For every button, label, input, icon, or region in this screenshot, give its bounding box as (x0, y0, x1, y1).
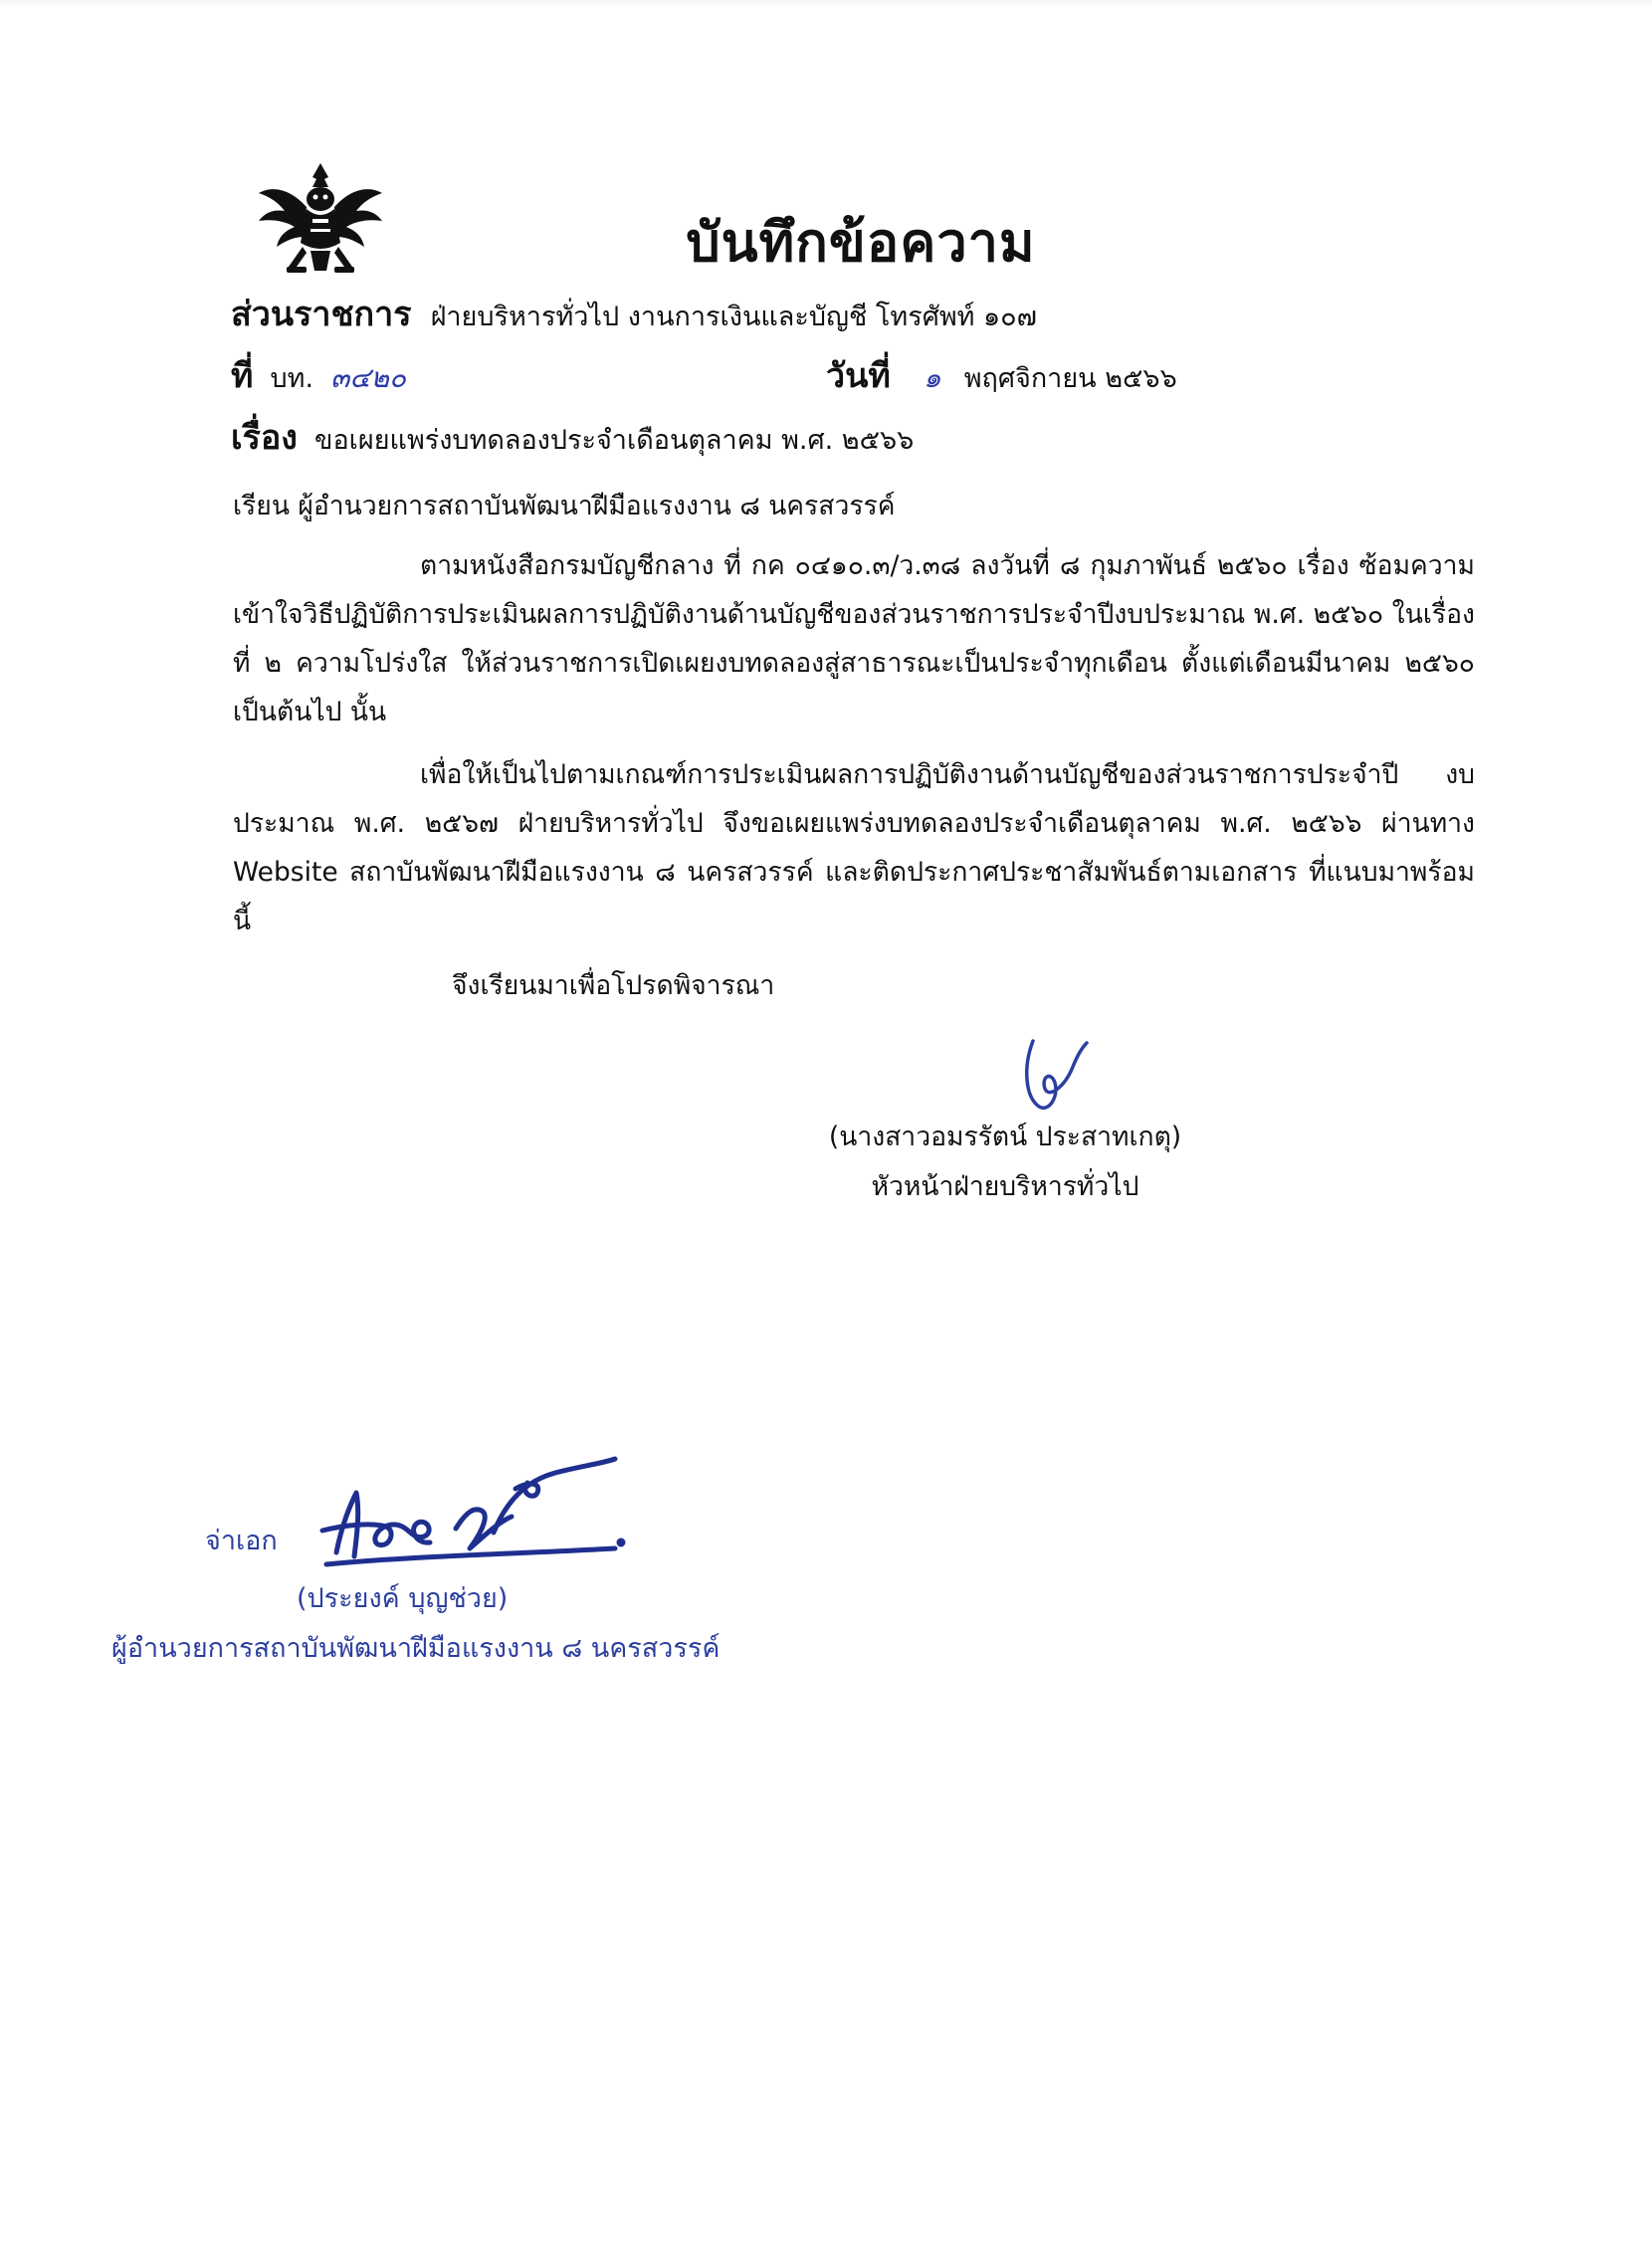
date-label: วันที่ (826, 356, 891, 396)
to-line: เรียน ผู้อำนวยการสถาบันพัฒนาฝีมือแรงงาน ๘ นครสวรรค์ (233, 491, 896, 521)
subject-value: ขอเผยแพร่งบทดลองประจำเดือนตุลาคม พ.ศ. ๒๕๖๖ (314, 425, 915, 456)
ref-label: ที่ (231, 356, 254, 396)
signer-position: หัวหน้าฝ่ายบริหารทั่วไป (871, 1171, 1139, 1202)
director-signature (316, 1453, 635, 1582)
paragraph-2 (233, 750, 1475, 945)
director-name: (ประยงค์ บุญช่วย) (297, 1583, 509, 1614)
subject-row (231, 410, 914, 464)
dept-label: ส่วนราชการ (231, 295, 412, 334)
date-month-year: พฤศจิกายน ๒๕๖๖ (963, 363, 1177, 394)
approval-note-handwritten: จ่าเอก (205, 1526, 278, 1556)
paragraph-2-text: เพื่อให้เป็นไปตามเกณฑ์การประเมินผลการปฏิบัติงานด้านบัญชีของส่วนราชการประจำปี งบประมาณ พ.ศ. ๒๕๖๗ ฝ่ายบริหารทั่วไป จึงขอเผยแพร่งบทดลองประจำเดือนตุลาคม พ.ศ. ๒๕๖๖ ผ่านทาง Website สถาบันพัฒนาฝีมือแรงงาน ๘ นครสวรรค์ และติดประกาศประชาสัมพันธ์ตามเอกสาร ที่แนบมาพร้อมนี้ (233, 759, 1475, 936)
signer-name: (นางสาวอมรรัตน์ ประสาทเกตุ) (828, 1122, 1182, 1152)
ref-number-handwritten: ๓๔๒๐ (330, 361, 407, 394)
signer-signature (1015, 1027, 1095, 1117)
paragraph-1-text: ตามหนังสือกรมบัญชีกลาง ที่ กค ๐๔๑๐.๓/ว.๓๘ ลงวันที่ ๘ กุมภาพันธ์ ๒๕๖๐ เรื่อง ซ้อมความเข้าใจวิธีปฏิบัติการประเมินผลการปฏิบัติงานด้านบัญชีของส่วนราชการประจำปีงบประมาณ พ.ศ. ๒๕๖๐ ในเรื่องที่ ๒ ความโปร่งใส ให้ส่วนราชการเปิดเผยงบทดลองสู่สาธารณะเป็นประจำทุกเดือน ตั้งแต่เดือนมีนาคม ๒๕๖๐ เป็นต้นไป นั้น (233, 550, 1475, 727)
director-position: ผู้อำนวยการสถาบันพัฒนาฝีมือแรงงาน ๘ นครสวรรค์ (111, 1633, 721, 1664)
ref-prefix: บท. (270, 363, 314, 394)
scan-edge (0, 0, 1652, 6)
closing-line: จึงเรียนมาเพื่อโปรดพิจารณา (452, 970, 775, 1001)
dept-value: ฝ่ายบริหารทั่วไป งานการเงินและบัญชี โทรศัพท์ ๑๐๗ (430, 302, 1037, 332)
memo-title: บันทึกข้อความ (686, 211, 1036, 274)
ref-row (231, 348, 406, 402)
date-row (826, 348, 1177, 402)
paragraph-1 (233, 541, 1475, 736)
date-day-handwritten: ๑ (923, 361, 941, 394)
subject-label: เรื่อง (231, 418, 298, 458)
dept-row (231, 287, 1037, 340)
